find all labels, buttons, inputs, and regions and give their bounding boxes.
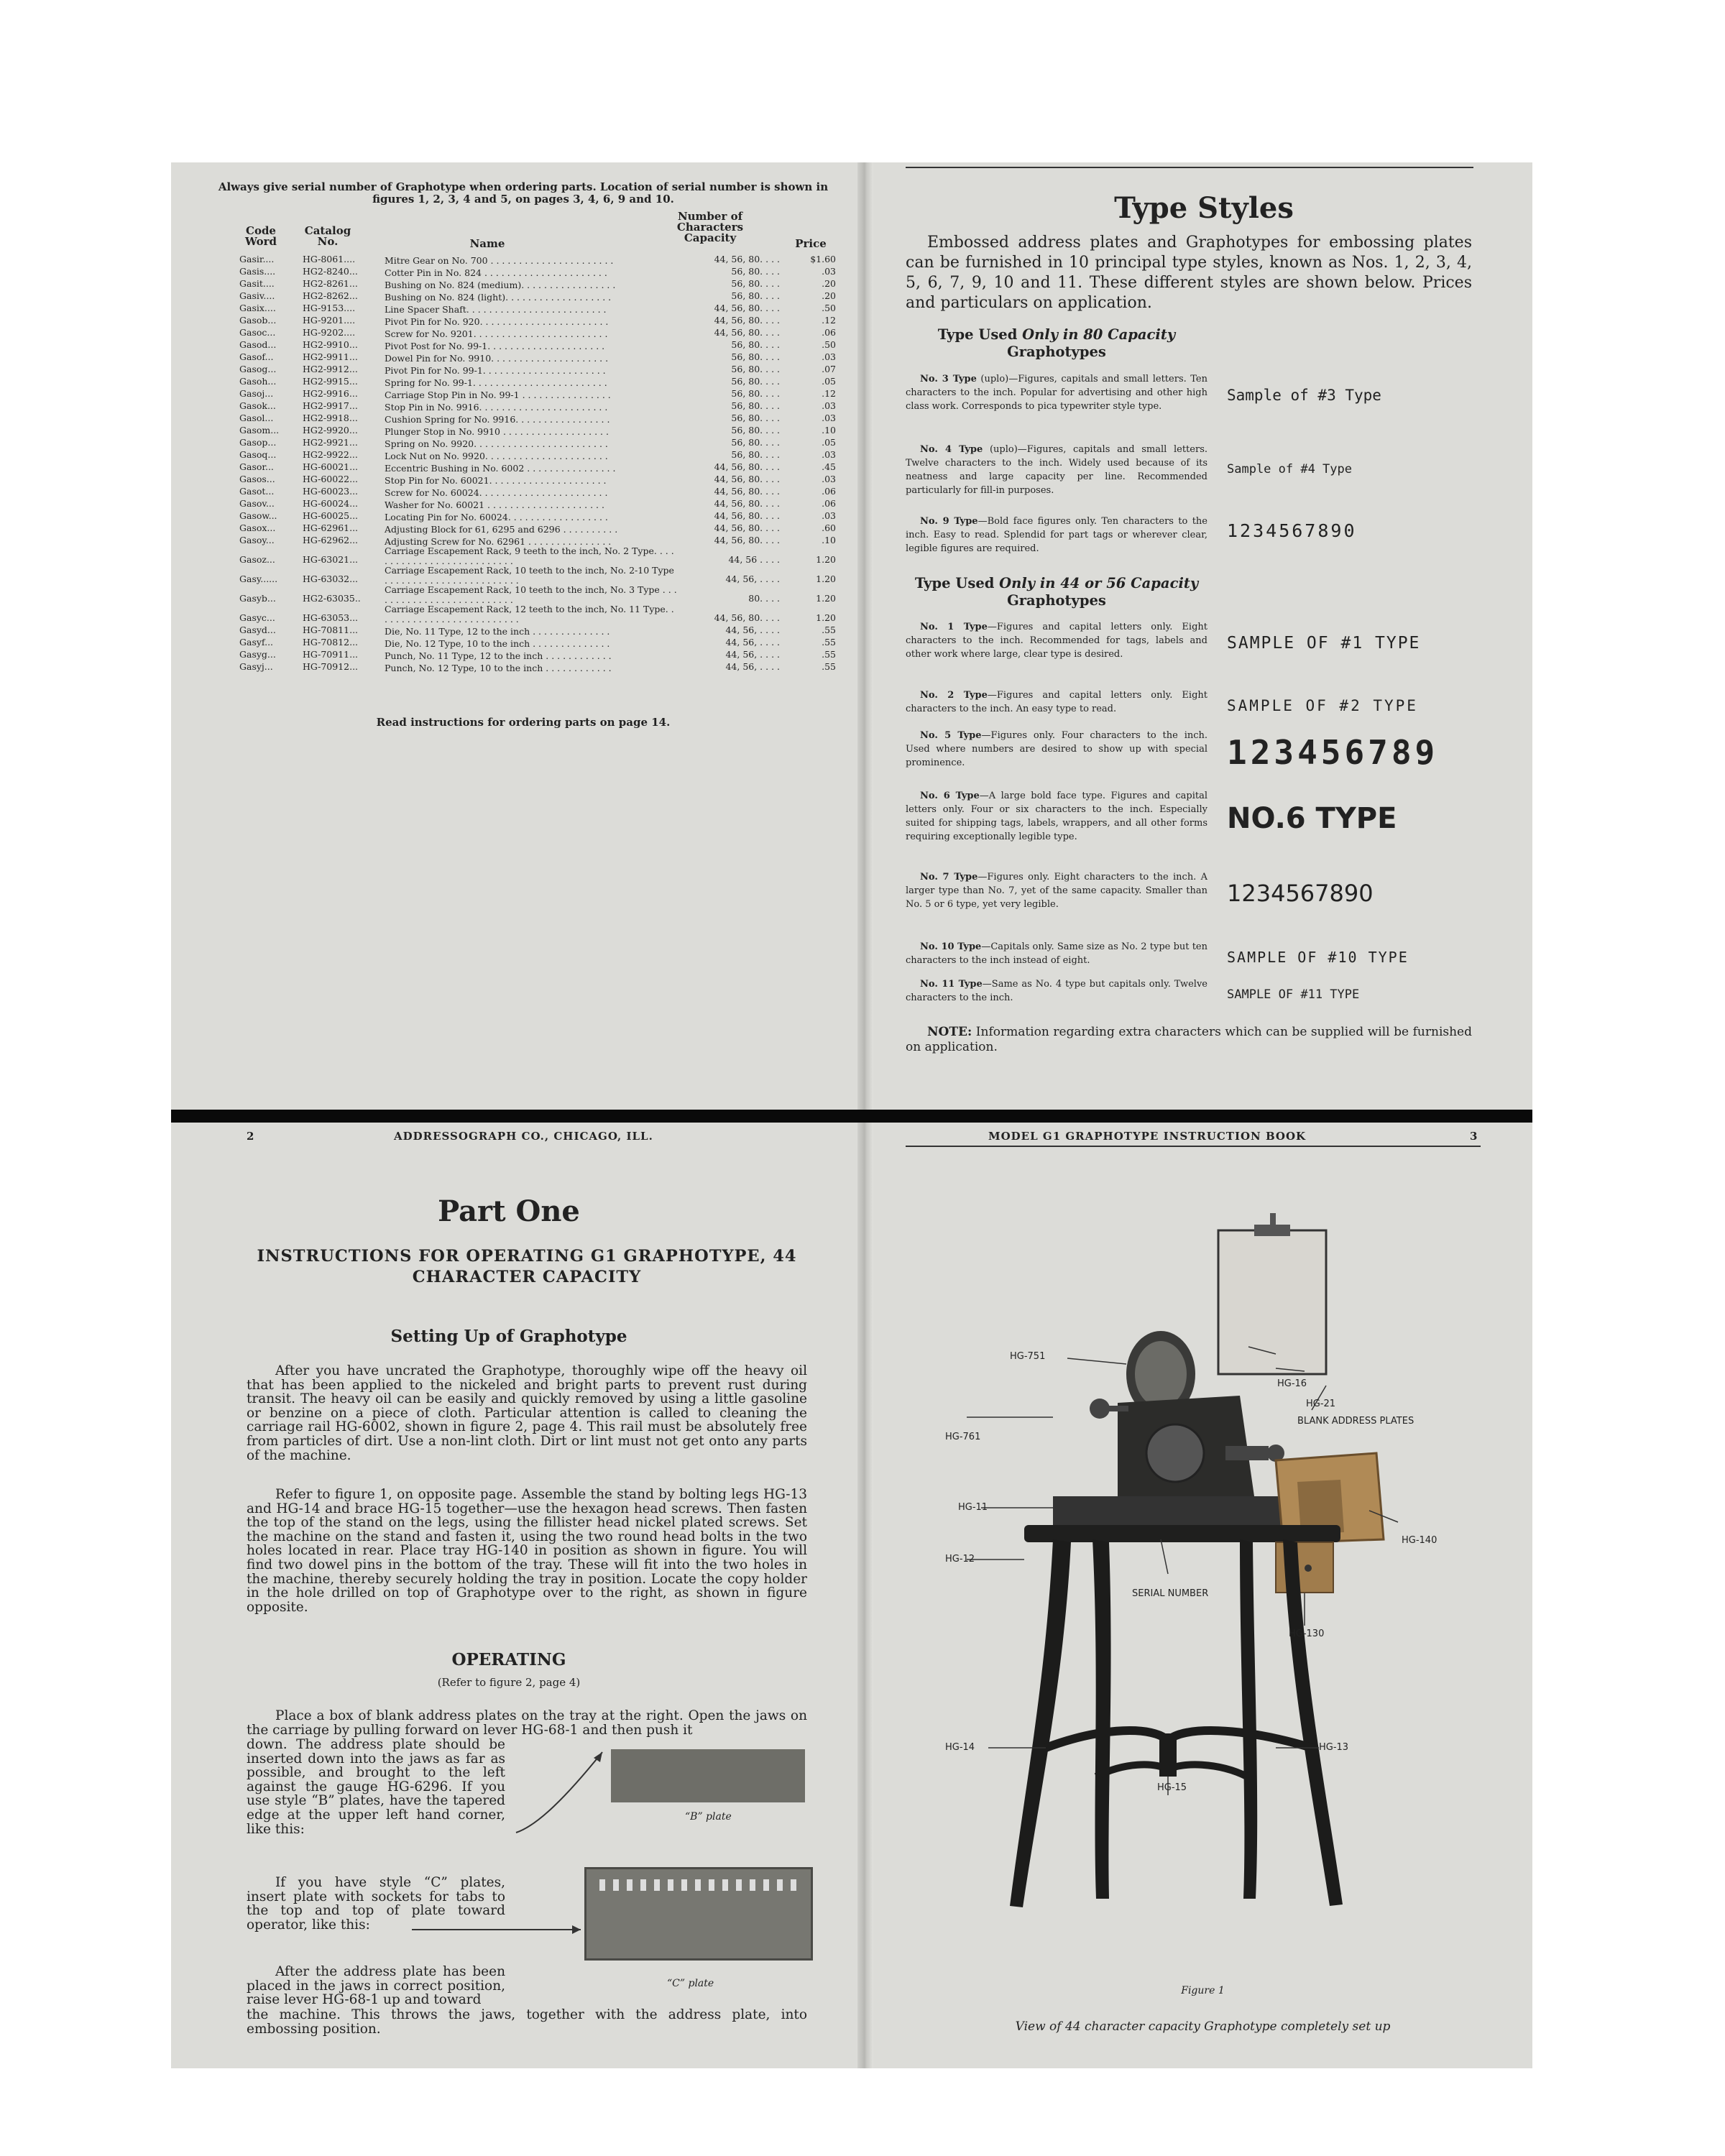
cell-cap: 44, 56, 80. . . . [714,474,780,484]
stand-top [1024,1525,1340,1542]
cell-price: .55 [822,625,836,635]
cell-cap: 56, 80. . . . [731,364,780,374]
parts-list-page [171,162,857,1110]
table-row [239,660,836,673]
cell-cap: 80. . . . [748,593,780,604]
operating-paragraph-2: If you have style “C” plates, insert plate with sockets for tabs to the top and top of plate toward operator, like this: [247,1875,505,1932]
type-styles-title: Type Styles [1114,191,1294,225]
cell-name: Spring on No. 9920. . . . . . . . . . . . . . . . . . . . . . . . [385,438,608,449]
type-7-sample: 1234567890 [1227,880,1374,907]
type-3-sample: Sample of #3 Type [1227,387,1381,404]
cell-cap: 56, 80. . . . [731,351,780,362]
cell-cap: 56, 80. . . . [731,400,780,411]
cell-cap: 44, 56, 80. . . . [714,303,780,313]
type-9-description: No. 9 Type—Bold face figures only. Ten characters to the inch. Easy to read. Splendid for part tags or wherever clear, legible figures are required. [906,516,1208,554]
cell-cat: HG-70912... [303,661,359,672]
table-row [239,363,836,375]
cell-cat: HG2-9910... [303,339,358,350]
cell-cat: HG-9153.... [303,303,356,313]
cell-cat: HG-62962... [303,535,359,545]
page-number: 2 [247,1130,255,1143]
type-styles-intro: Embossed address plates and Graphotypes for embossing plates can be furnished in 10 principal type styles, known as Nos. 1, 2, 3, 4, 5, 6, 7, 9, 10 and 11. These different styles are shown below. Prices and particulars on application. [906,234,1472,312]
cell-code: Gasyg... [239,649,276,660]
cell-name: Mitre Gear on No. 700 . . . . . . . . . . . . . . . . . . . . . . [385,254,614,266]
type-11-sample: SAMPLE OF #11 TYPE [1227,987,1360,1002]
table-row [239,497,836,510]
type-2-sample: SAMPLE OF #2 TYPE [1227,697,1418,714]
table-row [239,585,836,604]
page-number: 3 [1470,1130,1478,1143]
cell-price: .55 [822,649,836,660]
section-44-56-capacity: Type Used Only in 44 or 56 Capacity Graphotypes [914,575,1199,609]
cell-cat: HG-9202.... [303,327,356,338]
c-plate-arrow [408,1919,588,1940]
cell-cap: 44, 56, . . . . [725,573,780,584]
cell-cat: HG-60024... [303,498,359,509]
cell-cap: 56, 80. . . . [731,388,780,399]
table-row [239,253,836,265]
table-row [239,436,836,448]
type-10-sample: SAMPLE OF #10 TYPE [1227,949,1409,966]
cell-name: Punch, No. 11 Type, 12 to the inch . . . . . . . . . . . . [385,650,612,661]
cell-cat: HG2-8240... [303,266,358,277]
cell-price: .03 [822,400,836,411]
col-price: Price [795,237,827,250]
callout-hg-14: HG-14 [945,1742,975,1753]
c-plate-image [584,1867,813,1961]
cell-cap: 44, 56, 80. . . . [714,535,780,545]
callout-serial-number: SERIAL NUMBER [1132,1588,1209,1599]
cell-name: Locating Pin for No. 60024. . . . . . . . . . . . . . . . . . [385,511,608,522]
type-3-description: No. 3 Type (uplo)—Figures, capitals and small letters. Ten characters to the inch. Popular for advertising and other high class work. Corresponds to pica typewriter style type. [906,374,1208,412]
cell-name: Carriage Escapement Rack, 10 teeth to the inch, No. 2-10 Type . . . . . . . . . . . . . . . . . . . . . . . . [385,565,674,586]
table-row [239,351,836,363]
cell-code: Gasoc... [239,327,276,338]
cell-name: Stop Pin in No. 9916. . . . . . . . . . . . . . . . . . . . . . . [385,401,608,413]
cell-code: Gasod... [239,339,277,350]
cell-code: Gasoj... [239,388,274,399]
cell-price: .07 [822,364,836,374]
running-head: MODEL G1 GRAPHOTYPE INSTRUCTION BOOK [988,1130,1307,1143]
type-6-description: No. 6 Type—A large bold face type. Figures and capital letters only. Four or six characters to the inch. Especially suited for shipping tags, labels, wrappers, and all other forms requiring exceptionally legible type. [906,791,1208,842]
cell-cap: 56, 80. . . . [731,413,780,423]
cell-cat: HG2-9916... [303,388,358,399]
type-1-description: No. 1 Type—Figures and capital letters only. Eight characters to the inch. Recommended for tags, labels and other work where large, clear type is desired. [906,622,1208,660]
cell-price: .12 [822,315,836,326]
section-80-capacity: Type Used Only in 80 Capacity Graphotypes [937,326,1176,360]
cell-price: .12 [822,388,836,399]
cell-cap: 44, 56, 80. . . . [714,327,780,338]
cell-cat: HG2-9912... [303,364,358,374]
setup-heading: Setting Up of Graphotype [390,1327,627,1346]
cell-name: Cotter Pin in No. 824 . . . . . . . . . . . . . . . . . . . . . . [385,267,607,278]
cell-cap: 56, 80. . . . [731,376,780,387]
type-4-sample: Sample of #4 Type [1227,462,1352,476]
figure-caption: View of 44 character capacity Graphotype completely set up [1015,2019,1391,2034]
cell-cap: 44, 56, 80. . . . [714,486,780,497]
cell-code: Gasyc... [239,612,275,623]
type-2-description: No. 2 Type—Figures and capital letters only. Eight characters to the inch. An easy type to read. [906,690,1208,714]
cell-cap: 56, 80. . . . [731,449,780,460]
stand-leg-right [1283,1539,1343,1906]
type-styles-note: NOTE: Information regarding extra characters which can be supplied will be furnished on application. [906,1025,1472,1054]
cell-name: Bushing on No. 824 (medium). . . . . . . . . . . . . . . . . [385,279,616,290]
cell-cap: 44, 56 . . . . [728,554,780,565]
cell-price: .50 [822,339,836,350]
cell-cat: HG2-9915... [303,376,358,387]
part-title: Part One [438,1194,580,1228]
cell-price: .45 [822,461,836,472]
table-row [239,400,836,412]
cell-code: Gasis.... [239,266,276,277]
cell-name: Cushion Spring for No. 9916. . . . . . . . . . . . . . . . . [385,413,610,425]
type-1-sample: SAMPLE OF #1 TYPE [1227,634,1421,653]
callout-hg-11: HG-11 [958,1502,988,1513]
cell-price: .10 [822,425,836,436]
cell-name: Carriage Stop Pin in No. 99-1 . . . . . . . . . . . . . . . . [385,389,611,400]
cell-price: .03 [822,266,836,277]
operating-paragraph-1-cont: down. The address plate should be inserted down into the jaws as far as possible, and brought to the left against the gauge HG-6296. If you use style “B” plates, have the tapered edge at the upper left hand corner, like this: [247,1737,505,1837]
cell-code: Gasoy... [239,535,275,545]
cell-code: Gasiv.... [239,290,275,301]
cell-price: .06 [822,327,836,338]
callout-hg-140: HG-140 [1402,1535,1438,1546]
table-row [239,448,836,461]
cell-code: Gasor... [239,461,274,472]
instructions-page [171,1123,857,2068]
table-row [239,265,836,277]
table-row [239,485,836,497]
cell-code: Gasox... [239,522,276,533]
type-wheel [1146,1424,1204,1482]
cell-name: Pivot Post for No. 99-1. . . . . . . . . . . . . . . . . . . . . [385,340,605,351]
cell-price: 1.20 [816,554,836,565]
table-row [239,326,836,338]
callout-hg-751: HG-751 [1010,1351,1046,1362]
type-5-sample: 123456789 [1227,733,1439,772]
type-7-description: No. 7 Type—Figures only. Eight characters to the inch. A larger type than No. 7, yet of the same capacity. Smaller than No. 5 or 6 type, yet very legible. [906,872,1208,910]
cell-name: Die, No. 12 Type, 10 to the inch . . . . . . . . . . . . . . [385,637,610,649]
cell-price: .10 [822,535,836,545]
table-row [239,473,836,485]
table-row [239,277,836,290]
cell-code: Gasy...... [239,573,278,584]
cell-price: .06 [822,486,836,497]
cell-name: Carriage Escapement Rack, 12 teeth to the inch, No. 11 Type. . . . . . . . . . . . . . . . . . . . . . . . . . [385,604,674,625]
cell-cat: HG-60022... [303,474,359,484]
cell-cat: HG2-9917... [303,400,358,411]
b-plate-image [611,1749,805,1802]
table-row [239,302,836,314]
cell-name: Line Spacer Shaft. . . . . . . . . . . . . . . . . . . . . . . . . [385,303,607,315]
figure-label: Figure 1 [1181,1985,1225,1996]
parts-list-footer: Read instructions for ordering parts on page 14. [376,716,671,729]
cell-price: .03 [822,449,836,460]
cell-code: Gasos... [239,474,275,484]
cell-name: Punch, No. 12 Type, 10 to the inch . . . . . . . . . . . . [385,662,612,673]
cell-cap: 56, 80. . . . [731,290,780,301]
cell-cap: 56, 80. . . . [731,266,780,277]
bottom-spread [171,1123,1532,2068]
table-row [239,375,836,387]
cell-cap: 56, 80. . . . [731,278,780,289]
cell-cat: HG2-9921... [303,437,358,448]
cell-cat: HG2-9911... [303,351,358,362]
cell-price: .55 [822,637,836,648]
table-row [239,510,836,522]
cell-price: 1.20 [816,593,836,604]
cell-code: Gasol... [239,413,274,423]
table-row [239,648,836,660]
cell-code: Gasoh... [239,376,277,387]
cell-cap: 44, 56, 80. . . . [714,315,780,326]
cell-code: Gasyb... [239,593,276,604]
cell-cat: HG2-63035.. [303,593,361,604]
cell-code: Gasop... [239,437,277,448]
book-gutter [857,1123,873,2068]
cell-cap: 44, 56, 80. . . . [714,510,780,521]
cell-cap: 44, 56, . . . . [725,637,780,648]
callout-hg-130: HG-130 [1289,1628,1325,1639]
cell-price: .55 [822,661,836,672]
callout-hg-761: HG-761 [945,1432,981,1442]
col-name: Name [469,237,505,250]
cell-cat: HG-8061.... [303,254,356,264]
callout-hg-12: HG-12 [945,1554,975,1565]
running-head: ADDRESSOGRAPH CO., CHICAGO, ILL. [394,1130,653,1143]
cell-cat: HG2-9920... [303,425,358,436]
cell-cap: 44, 56, . . . . [725,649,780,660]
cell-code: Gasow... [239,510,277,521]
table-row [239,624,836,636]
table-row [239,387,836,400]
top-rule [906,167,1473,168]
cell-name: Adjusting Block for 61, 6295 and 6296 . . . . . . . . . . [385,523,618,535]
col-catalog-no: Catalog No. [304,224,351,248]
cell-cat: HG-63032... [303,573,359,584]
cell-price: .20 [822,278,836,289]
cell-code: Gasot... [239,486,275,497]
copy-holder-clip [1254,1225,1290,1236]
table-row [239,338,836,351]
cell-price: .03 [822,413,836,423]
cell-cap: 44, 56, 80. . . . [714,461,780,472]
cell-cat: HG2-9922... [303,449,358,460]
graphotype-machine-figure [938,1180,1441,1971]
cell-name: Lock Nut on No. 9920. . . . . . . . . . . . . . . . . . . . . . [385,450,608,461]
table-row [239,636,836,648]
cell-price: .03 [822,510,836,521]
cell-code: Gasir.... [239,254,275,264]
type-styles-page [873,162,1532,1110]
cell-code: Gasit.... [239,278,275,289]
cell-price: .03 [822,351,836,362]
operating-paragraph-1: Place a box of blank address plates on the tray at the right. Open the jaws on the carriage by pulling forward on lever HG-68-1 and then push it [247,1708,807,1738]
cell-cap: 44, 56, 80. . . . [714,522,780,533]
cell-cap: 56, 80. . . . [731,339,780,350]
cell-price: .50 [822,303,836,313]
cell-cat: HG2-9918... [303,413,358,423]
cell-code: Gasyf... [239,637,274,648]
cell-code: Gasov... [239,498,275,509]
cell-cat: HG2-8261... [303,278,358,289]
setup-paragraph-2: Refer to figure 1, on opposite page. Assemble the stand by bolting legs HG-13 and HG-14 and brace HG-15 together—use the hexagon head screws. Then fasten the top of the stand on the legs, using the fillister head nickel plated screws. Set the machine on the stand and fasten it, using the two round head bolts in the two holes located in rear. Place tray HG-140 in position as shown in figure. You will find two dowel pins in the bottom of the tray. These will fit into the two holes in the machine, thereby securely holding the tray in position. Locate the copy holder in the hole drilled on top of Graphotype over to the right, as shown in figure opposite. [247,1487,807,1615]
operating-reference: (Refer to figure 2, page 4) [437,1676,581,1689]
cell-cap: 44, 56, . . . . [725,661,780,672]
callout-blank-address-plates: BLANK ADDRESS PLATES [1297,1416,1414,1427]
table-row [239,546,836,566]
cell-cat: HG-60023... [303,486,359,497]
col-capacity: Number of Characters Capacity [676,210,744,244]
cell-cat: HG-9201.... [303,315,356,326]
table-row [239,566,836,585]
cell-code: Gasoq... [239,449,277,460]
table-row [239,314,836,326]
table-row [239,412,836,424]
setup-paragraph-1: After you have uncrated the Graphotype, thoroughly wipe off the heavy oil that has been applied to the nickeled and bright parts to prevent rust during transit. The heavy oil can be easily and quickly removed by using a little gasoline or benzine on a piece of cloth. Particular attention is called to cleaning the carriage rail HG-6002, shown in figure 2, page 4. This rail must be absolutely free from particles of dirt. Use a non-lint cloth. Dirt or lint must not get onto any parts of the machine. [247,1363,807,1463]
type-4-description: No. 4 Type (uplo)—Figures, capitals and small letters. Twelve characters to the inch. Widely used because of its neatness and large capacity per line. Recommended particularly for fill-in purposes. [906,444,1208,496]
b-plate-caption: “B” plate [685,1811,732,1823]
cell-name: Carriage Escapement Rack, 10 teeth to the inch, No. 3 Type . . . . . . . . . . . . . . . . . . . . . . . . . . [385,584,677,605]
cell-name: Die, No. 11 Type, 12 to the inch . . . . . . . . . . . . . . [385,625,610,637]
cell-code: Gasoz... [239,554,275,565]
cell-code: Gasob... [239,315,277,326]
cell-name: Plunger Stop in No. 9910 . . . . . . . . . . . . . . . . . . . [385,425,609,437]
cell-name: Pivot Pin for No. 920. . . . . . . . . . . . . . . . . . . . . . . [385,315,609,327]
cell-cat: HG-70812... [303,637,359,648]
cell-code: Gasok... [239,400,276,411]
cell-name: Spring for No. 99-1. . . . . . . . . . . . . . . . . . . . . . . . [385,377,607,388]
scan-divider [171,1110,1532,1123]
callout-hg-15: HG-15 [1157,1782,1187,1793]
cell-name: Adjusting Screw for No. 62961 . . . . . . . . . . . . . . . [385,535,612,547]
cell-name: Pivot Pin for No. 99-1. . . . . . . . . . . . . . . . . . . . . . [385,364,606,376]
cell-cat: HG-63021... [303,554,359,565]
callout-hg-13: HG-13 [1319,1742,1349,1753]
cell-cat: HG-63053... [303,612,359,623]
type-11-description: No. 11 Type—Same as No. 4 type but capitals only. Twelve characters to the inch. [906,979,1208,1003]
parts-table [239,253,836,673]
table-row [239,424,836,436]
c-plate-caption: “C” plate [667,1978,714,1989]
top-spread [171,162,1532,1110]
cell-price: .05 [822,437,836,448]
type-5-description: No. 5 Type—Figures only. Four characters to the inch. Used where numbers are desired to show up with special prominence. [906,730,1208,768]
cell-cap: 44, 56, 80. . . . [714,254,780,264]
cell-price: .03 [822,474,836,484]
col-code-word: Code Word [244,224,277,248]
cell-price: $1.60 [810,254,836,264]
callout-hg-21: HG-21 [1306,1399,1336,1409]
cell-cat: HG-60021... [303,461,359,472]
cell-cap: 44, 56, 80. . . . [714,498,780,509]
cell-cat: HG-70811... [303,625,359,635]
cell-cat: HG-62961... [303,522,359,533]
head-rule [906,1146,1481,1147]
type-10-description: No. 10 Type—Capitals only. Same size as No. 2 type but ten characters to the inch instead of eight. [906,941,1208,966]
cell-cap: 44, 56, 80. . . . [714,612,780,623]
cell-code: Gasof... [239,351,274,362]
cell-code: Gasog... [239,364,277,374]
table-row [239,522,836,534]
cell-price: .20 [822,290,836,301]
b-plate-arrow [509,1746,617,1840]
cell-cap: 56, 80. . . . [731,437,780,448]
cell-name: Screw for No. 60024. . . . . . . . . . . . . . . . . . . . . . . [385,487,608,498]
cell-price: 1.20 [816,612,836,623]
parts-column-headers [239,211,836,252]
stand-leg-left [1010,1539,1071,1907]
cell-name: Dowel Pin for No. 9910. . . . . . . . . . . . . . . . . . . . . [385,352,609,364]
stand-brace [1046,1731,1312,1748]
cell-code: Gasyj... [239,661,273,672]
cell-name: Washer for No. 60021 . . . . . . . . . . . . . . . . . . . . . [385,499,604,510]
cell-name: Carriage Escapement Rack, 9 teeth to the inch, No. 2 Type. . . . . . . . . . . . . . . . . . . . . . . . . . . [385,545,674,566]
cell-price: .05 [822,376,836,387]
figure-page [873,1123,1532,2068]
cell-price: 1.20 [816,573,836,584]
instructions-title: INSTRUCTIONS FOR OPERATING G1 GRAPHOTYPE, 44 CHARACTER CAPACITY [257,1247,797,1286]
operating-paragraph-3-cont: the machine. This throws the jaws, together with the address plate, into embossing position. [247,2007,807,2037]
cell-code: Gasix.... [239,303,276,313]
cell-name: Eccentric Bushing in No. 6002 . . . . . . . . . . . . . . . . [385,462,616,474]
book-gutter [857,162,873,1110]
operating-heading: OPERATING [451,1650,566,1669]
table-row [239,534,836,546]
cell-cat: HG2-8262... [303,290,358,301]
type-6-sample: NO.6 TYPE [1227,802,1397,835]
cell-name: Stop Pin for No. 60021. . . . . . . . . . . . . . . . . . . . . [385,474,607,486]
cell-price: .60 [822,522,836,533]
table-row [239,461,836,473]
cell-cap: 56, 80. . . . [731,425,780,436]
operating-paragraph-3: After the address plate has been placed in the jaws in correct position, raise lever HG-68-1 up and toward [247,1964,505,2008]
type-9-sample: 1234567890 [1227,520,1357,541]
cell-name: Bushing on No. 824 (light). . . . . . . . . . . . . . . . . . . [385,291,612,303]
cell-cap: 44, 56, . . . . [725,625,780,635]
cell-code: Gasom... [239,425,280,436]
parts-list-header: Always give serial number of Graphotype when ordering parts. Location of serial number is shown in figures 1, 2, 3, 4 and 5, on pages 3, 4, 6, 9 and 10. [218,180,829,206]
cell-code: Gasyd... [239,625,276,635]
callout-hg-16: HG-16 [1277,1378,1307,1389]
table-row [239,604,836,624]
machine-base [1053,1496,1290,1529]
table-row [239,290,836,302]
cell-cat: HG-70911... [303,649,359,660]
cell-cat: HG-60025... [303,510,359,521]
cell-name: Screw for No. 9201. . . . . . . . . . . . . . . . . . . . . . . . [385,328,608,339]
cell-price: .06 [822,498,836,509]
